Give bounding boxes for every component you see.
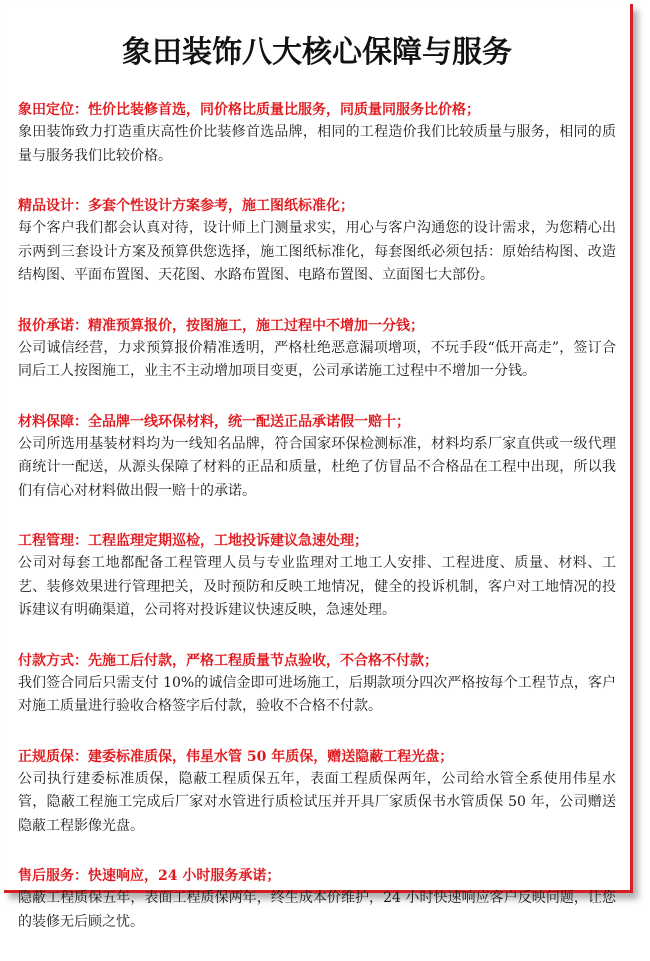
section-management bbox=[18, 530, 616, 623]
section-body: 公司对每套工地都配备工程管理人员与专业监理对工地工人安排、工程进度、质量、材料、工艺、装修效果进行管理把关，及时预防和反映工地情况，健全的投诉机制，客户对工地情况的投诉建议有明确渠道，公司将对投诉建议快速反映，急速处理。 bbox=[18, 555, 616, 618]
section-body: 象田装饰致力打造重庆高性价比装修首选品牌，相同的工程造价我们比较质量与服务，相同的质量与服务我们比较价格。 bbox=[18, 124, 616, 164]
section-heading: 工程管理：工程监理定期巡检，工地投诉建议急速处理； bbox=[18, 533, 368, 549]
section-body: 公司诚信经营，力求预算报价精准透明，严格杜绝恶意漏项增项，不玩手段“低开高走”，签订合同后工人按图施工，业主不主动增加项目变更，公司承诺施工过程中不增加一分钱。 bbox=[18, 339, 616, 379]
section-design bbox=[18, 195, 616, 288]
section-heading: 正规质保：建委标准质保，伟星水管 50 年质保，赠送隐蔽工程光盘； bbox=[18, 748, 454, 765]
page-title: 象田装饰八大核心保障与服务 bbox=[122, 35, 512, 70]
section-heading: 付款方式：先施工后付款，严格工程质量节点验收，不合格不付款； bbox=[18, 652, 438, 669]
section-body: 公司所选用基装材料均为一线知名品牌，符合国家环保检测标准，材料均系厂家直供或一级代理商统计一配送，从源头保障了材料的正品和质量，杜绝了仿冒品不合格品在工程中出现，所以我们有信心对材料做出假一赔十的承诺。 bbox=[18, 435, 616, 499]
section-heading: 材料保障：全品牌一线环保材料，统一配送正品承诺假一赔十； bbox=[18, 413, 410, 430]
section-body: 公司执行建委标准质保，隐蔽工程质保五年，表面工程质保两年，公司给水管全系使用伟星水管，隐蔽工程施工完成后厂家对水管进行质检试压并开具厂家质保书水管质保 50 年，公司赠送隐蔽工程影像光盘。 bbox=[18, 770, 616, 834]
section-after-sales bbox=[18, 865, 616, 934]
section-body: 我们签合同后只需支付 10%的诚信金即可进场施工，后期款项分四次严格按每个工程节点，客户对施工质量进行验收合格签字后付款，验收不合格不付款。 bbox=[18, 674, 616, 714]
section-materials bbox=[18, 411, 616, 504]
content bbox=[18, 99, 616, 961]
section-warranty bbox=[18, 746, 616, 839]
section-heading: 精品设计：多套个性设计方案参考，施工图纸标准化； bbox=[18, 198, 354, 214]
section-positioning bbox=[18, 99, 616, 168]
document-card bbox=[4, 4, 633, 930]
section-quotation bbox=[18, 315, 616, 384]
section-body: 隐蔽工程质保五年，表面工程质保两年，终生成本价维护，24 小时快速响应客户反映问题，让您的装修无后顾之忧。 bbox=[18, 890, 616, 930]
section-heading: 报价承诺：精准预算报价，按图施工，施工过程中不增加一分钱； bbox=[18, 317, 424, 334]
section-heading: 象田定位：性价比装修首选，同价格比质量比服务，同质量同服务比价格； bbox=[18, 102, 480, 118]
section-heading: 售后服务：快速响应，24 小时服务承诺； bbox=[18, 868, 281, 884]
section-body: 每个客户我们都会认真对待，设计师上门测量求实，用心与客户沟通您的设计需求，为您精心出示两到三套设计方案及预算供您选择，施工图纸标准化，每套图纸必须包括：原始结构图、改造结构图、平面布置图、天花图、水路布置图、电路布置图、立面图七大部份。 bbox=[18, 220, 616, 283]
section-payment bbox=[18, 650, 616, 719]
